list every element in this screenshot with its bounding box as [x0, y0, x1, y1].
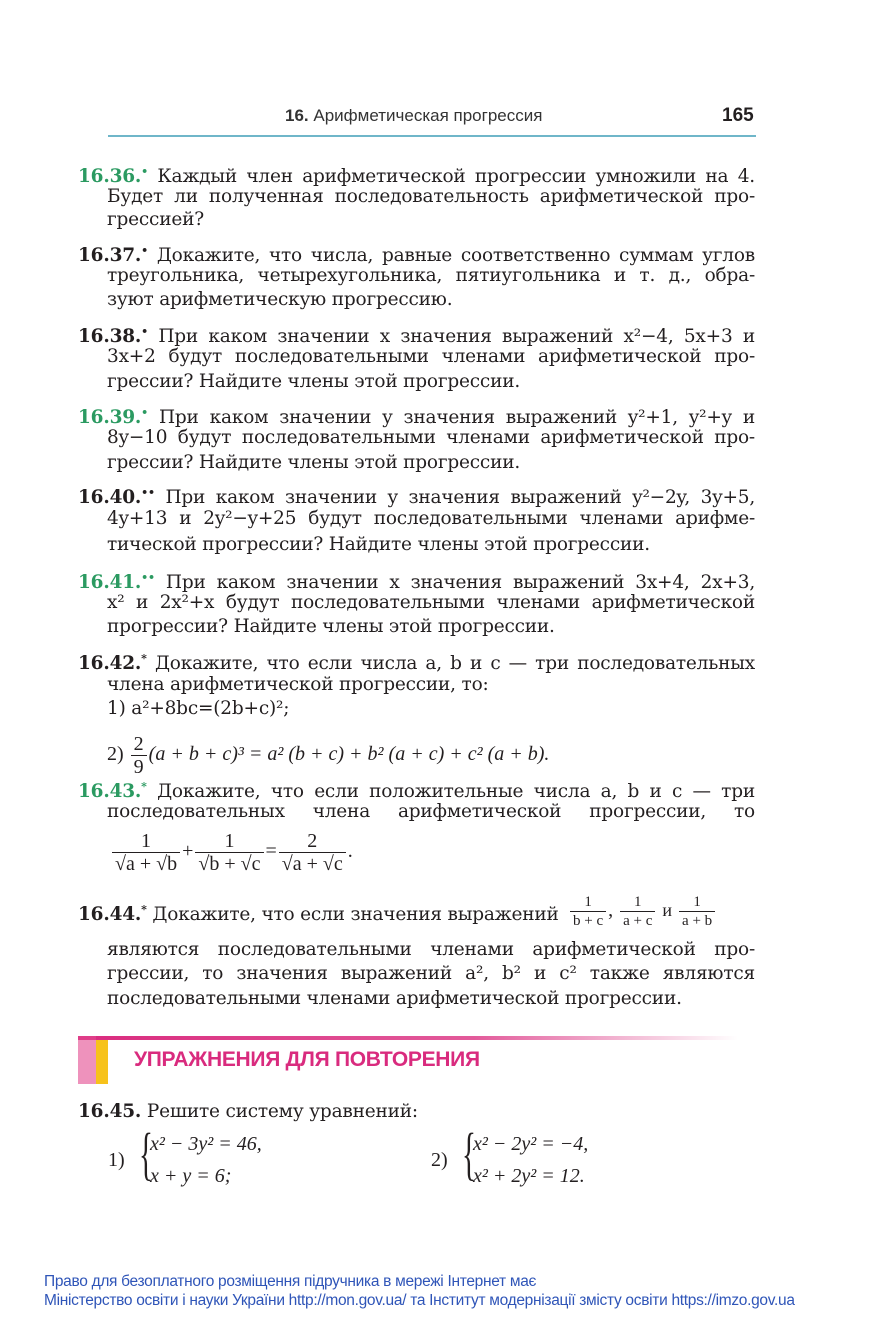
running-header: [285, 106, 542, 126]
problem-line: грессии, то значения выражений a², b² и c² также являются: [107, 963, 755, 984]
problem-text: Докажите, что если положительные числа a, b и c — три: [157, 781, 755, 803]
problem-number: 16.44.: [78, 904, 142, 926]
problem-line: 1) a²+8bc=(2b+c)²;: [107, 698, 290, 719]
footer-line-2[interactable]: Міністерство освіти і науки України http://mon.gov.ua/ та Інститут модернізації змісту освіти https://imzo.gov.ua: [44, 1292, 795, 1309]
brace: {: [139, 1121, 153, 1186]
problem-text: Решите систему уравнений:: [146, 1101, 418, 1122]
difficulty-mark: •: [141, 244, 149, 257]
equation: x² − 2y² = −4,: [473, 1133, 589, 1155]
problem-text: При каком значении x значения выражений 3x+4, 2x+3,: [165, 572, 755, 594]
problem-line: грессии? Найдите члены этой прогрессии.: [107, 452, 521, 473]
problem-line: [78, 898, 559, 927]
problem-line: [78, 647, 755, 676]
problem-line: последовательных члена арифметической прогрессии, то: [107, 801, 755, 822]
fraction: $\frac{1}{a + b}$: [679, 893, 715, 930]
problem-line: треугольника, четырехугольника, пятиугольника и т. д., обра-: [107, 265, 755, 286]
problem-line: x² и 2x²+x будут последовательными членами арифметической: [107, 592, 755, 613]
problem-number: 16.37.: [78, 245, 142, 267]
problem-line: 4y+13 и 2y²−y+25 будут последовательными членами арифме-: [107, 508, 755, 529]
problem-number: 16.40.: [78, 487, 142, 509]
problem-number: 16.45.: [78, 1101, 142, 1122]
problem-16-45: [78, 1100, 418, 1124]
problem-number: 16.38.: [78, 326, 142, 348]
problem-number: 16.42.: [78, 653, 142, 675]
problem-line: 8y−10 будут последовательными членами арифметической про-: [107, 427, 755, 448]
banner-pink-tab: [78, 1036, 96, 1084]
fraction: $\frac{2}{√a + √c}$: [279, 830, 346, 875]
problem-text: При каком значении y значения выражений y²−2y, 3y+5,: [165, 487, 755, 509]
problem-number: 16.36.: [78, 166, 142, 188]
equation: x + y = 6;: [150, 1165, 232, 1187]
problem-line: члена арифметической прогрессии, то:: [107, 674, 489, 695]
brace: {: [462, 1121, 476, 1186]
difficulty-mark: *: [141, 903, 147, 916]
difficulty-mark: *: [141, 780, 147, 793]
fraction: $\frac{1}{a + c}$: [620, 893, 655, 930]
fraction: $\frac{1}{√b + √c}$: [195, 830, 263, 875]
problem-line: грессией?: [107, 209, 204, 230]
problem-text: Докажите, что если числа a, b и c — три последовательных: [154, 653, 755, 675]
footer-line-1: Право для безоплатного розміщення підручника в мережі Інтернет має: [44, 1273, 537, 1290]
problem-text: При каком значении y значения выражений y²+1, y²+y и: [158, 407, 755, 429]
fraction: $\frac{2}{9}$: [131, 733, 147, 778]
item-label: 2): [431, 1149, 448, 1171]
section-title: УПРАЖНЕНИЯ ДЛЯ ПОВТОРЕНИЯ: [134, 1048, 480, 1071]
equation: x² + 2y² = 12.: [473, 1165, 585, 1187]
item-label: 1): [108, 1149, 125, 1171]
difficulty-mark: •: [141, 165, 149, 178]
item-label: 2): [107, 743, 124, 766]
problem-line: тической прогрессии? Найдите члены этой прогрессии.: [107, 534, 650, 555]
formula-16-42-2: [107, 733, 549, 778]
problem-text: При каком значении x значения выражений x²−4, 5x+3 и: [158, 326, 755, 348]
problem-number: 16.39.: [78, 407, 142, 429]
difficulty-mark: •: [141, 406, 149, 419]
section-banner: [78, 1036, 738, 1084]
difficulty-mark: ••: [141, 571, 155, 584]
problem-text: Докажите, что числа, равные соответственно суммам углов: [156, 245, 755, 267]
difficulty-mark: •: [141, 325, 149, 338]
equation: x² − 3y² = 46,: [150, 1133, 262, 1155]
problem-line: последовательными членами арифметической прогрессии.: [107, 988, 682, 1009]
fraction: $\frac{1}{√a + √b}$: [112, 830, 180, 875]
banner-yellow-tab: [96, 1040, 108, 1084]
formula-16-44: $\frac{1}{b + c}$ , $\frac{1}{a + c}$ и $\frac{1}{a + b}$: [568, 893, 717, 930]
problem-text: Докажите, что если значения выражений: [152, 904, 559, 926]
problem-number: 16.43.: [78, 781, 142, 803]
problem-line: являются последовательными членами арифметической про-: [107, 939, 755, 960]
problem-line: прогрессии? Найдите члены этой прогрессии.: [107, 616, 555, 637]
formula-text: (a + b + c)³ = a² (b + c) + b² (a + c) + c² (a + b).: [148, 743, 550, 766]
problem-line: Будет ли полученная последовательность арифметической про-: [107, 186, 755, 207]
formula-16-43: $\frac{1}{√a + √b}$ + $\frac{1}{√b + √c}$ = $\frac{2}{√a + √c}$ .: [110, 830, 353, 875]
problem-number: 16.41.: [78, 572, 142, 594]
chapter-title: Арифметическая прогрессия: [313, 106, 543, 125]
problem-line: [78, 481, 755, 510]
problem-line: грессии? Найдите члены этой прогрессии.: [107, 371, 521, 392]
problem-line: зуют арифметическую прогрессию.: [107, 289, 453, 310]
header-divider: [108, 135, 756, 137]
problem-text: Каждый член арифметической прогрессии умножили на 4.: [157, 166, 755, 188]
fraction: $\frac{1}{b + c}$: [570, 893, 606, 930]
chapter-number: 16.: [285, 106, 309, 125]
banner-bar: [78, 1036, 738, 1040]
difficulty-mark: ••: [141, 486, 155, 499]
difficulty-mark: *: [141, 652, 147, 665]
problem-line: 3x+2 будут последовательными членами арифметической про-: [107, 346, 755, 367]
page-number: 165: [722, 105, 754, 126]
